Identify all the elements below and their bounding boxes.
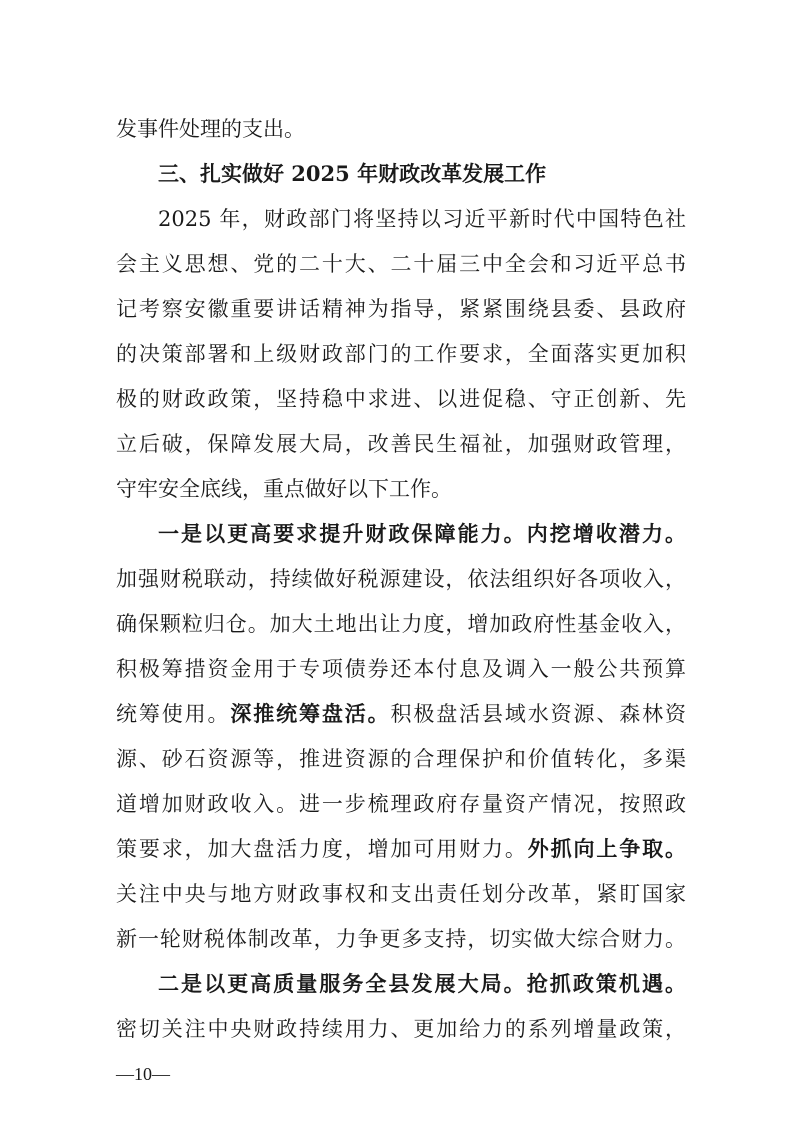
body-line xyxy=(116,699,686,729)
body-line: 会主义思想、党的二十大、二十届三中全会和习近平总书 xyxy=(116,252,686,276)
body-text: 积极盘活县域水资源、森林资 xyxy=(390,702,686,726)
body-line: 加强财税联动，持续做好税源建设，依法组织好各项收入， xyxy=(116,567,686,591)
body-line: 新一轮财税体制改革，力争更多支持，切实做大综合财力。 xyxy=(116,927,686,951)
body-line: 记考察安徽重要讲话精神为指导，紧紧围绕县委、县政府 xyxy=(116,297,686,321)
body-line: 道增加财政收入。进一步梳理政府存量资产情况，按照政 xyxy=(116,792,686,816)
body-line: 发事件处理的支出。 xyxy=(116,117,305,141)
body-line: 确保颗粒归仓。加大土地出让力度，增加政府性基金收入， xyxy=(116,612,686,636)
bold-keyphrase: 外抓向上争取。 xyxy=(527,836,686,861)
page-number: —10— xyxy=(116,1064,170,1084)
subheading-line: 二是以更高质量服务全县发展大局。抢抓政策机遇。 xyxy=(158,971,686,996)
section-heading: 三、扎实做好 2025 年财政改革发展工作 xyxy=(158,161,547,186)
body-line: 的决策部署和上级财政部门的工作要求，全面落实更加积 xyxy=(116,342,686,366)
body-line: 密切关注中央财政持续用力、更加给力的系列增量政策， xyxy=(116,1017,686,1041)
body-line: 关注中央与地方财政事权和支出责任划分改革，紧盯国家 xyxy=(116,882,686,906)
body-line: 2025 年，财政部门将坚持以习近平新时代中国特色社 xyxy=(158,207,686,231)
body-line: 守牢安全底线，重点做好以下工作。 xyxy=(116,477,452,501)
body-line: 源、砂石资源等，推进资源的合理保护和价值转化，多渠 xyxy=(116,747,686,771)
bold-keyphrase: 深推统筹盘活。 xyxy=(230,701,391,726)
body-line xyxy=(116,834,686,864)
body-line: 积极筹措资金用于专项债券还本付息及调入一般公共预算 xyxy=(116,657,686,681)
body-text: 策要求，加大盘活力度，增加可用财力。 xyxy=(116,837,528,861)
subheading-line: 一是以更高要求提升财政保障能力。内挖增收潜力。 xyxy=(158,521,686,546)
body-line: 立后破，保障发展大局，改善民生福祉，加强财政管理， xyxy=(116,432,686,456)
body-text: 统筹使用。 xyxy=(116,702,231,726)
body-line: 极的财政政策，坚持稳中求进、以进促稳、守正创新、先 xyxy=(116,387,686,411)
